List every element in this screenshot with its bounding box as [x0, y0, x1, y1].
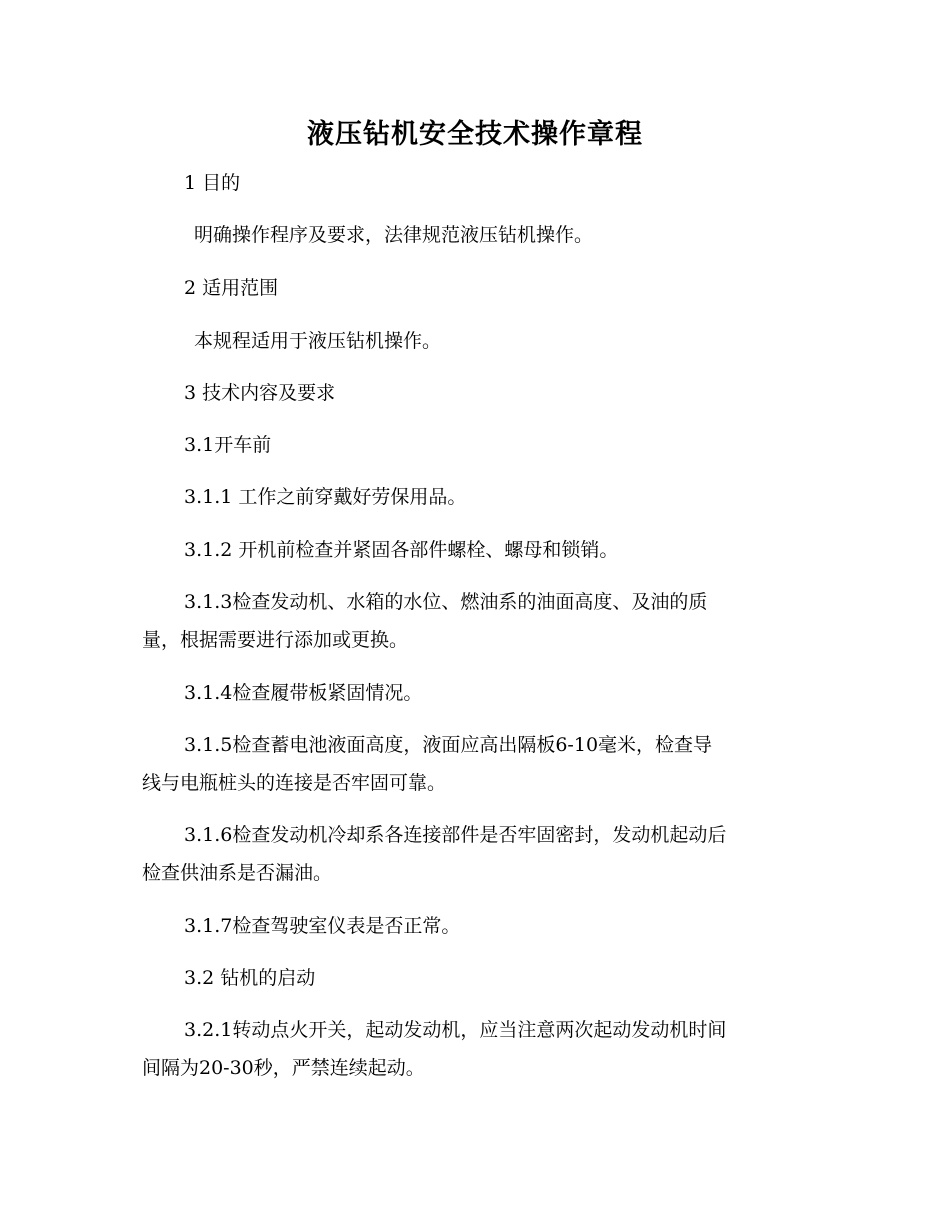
- paragraph-line: 量，根据需要进行添加或更换。: [142, 629, 409, 651]
- section-heading: 1 目的: [184, 172, 241, 194]
- document-title: 液压钻机安全技术操作章程: [307, 119, 643, 150]
- paragraph-line: 间隔为20-30秒，严禁连续起动。: [142, 1057, 425, 1079]
- paragraph-line: 3.1.4检查履带板紧固情况。: [184, 682, 423, 704]
- section-heading: 2 适用范围: [184, 277, 279, 299]
- paragraph-line: 3.1.6检查发动机冷却系各连接部件是否牢固密封，发动机起动后: [184, 824, 727, 846]
- paragraph-line: 本规程适用于液压钻机操作。: [194, 330, 442, 352]
- subsection-heading: 3.1开车前: [184, 434, 272, 456]
- paragraph-line: 线与电瓶桩头的连接是否牢固可靠。: [142, 772, 447, 794]
- paragraph-line: 3.1.7检查驾驶室仪表是否正常。: [184, 915, 461, 937]
- section-heading: 3 技术内容及要求: [184, 382, 336, 404]
- paragraph-line: 明确操作程序及要求，法律规范液压钻机操作。: [194, 224, 594, 246]
- subsection-heading: 3.2 钻机的启动: [184, 967, 316, 989]
- paragraph-line: 3.2.1转动点火开关，起动发动机，应当注意两次起动发动机时间: [184, 1019, 727, 1041]
- paragraph-line: 检查供油系是否漏油。: [142, 862, 333, 884]
- paragraph-line: 3.1.1 工作之前穿戴好劳保用品。: [184, 486, 467, 508]
- paragraph-line: 3.1.3检查发动机、水箱的水位、燃油系的油面高度、及油的质: [184, 591, 708, 613]
- paragraph-line: 3.1.2 开机前检查并紧固各部件螺栓、螺母和锁销。: [184, 539, 619, 561]
- paragraph-line: 3.1.5检查蓄电池液面高度，液面应高出隔板6-10毫米，检查导: [184, 734, 713, 756]
